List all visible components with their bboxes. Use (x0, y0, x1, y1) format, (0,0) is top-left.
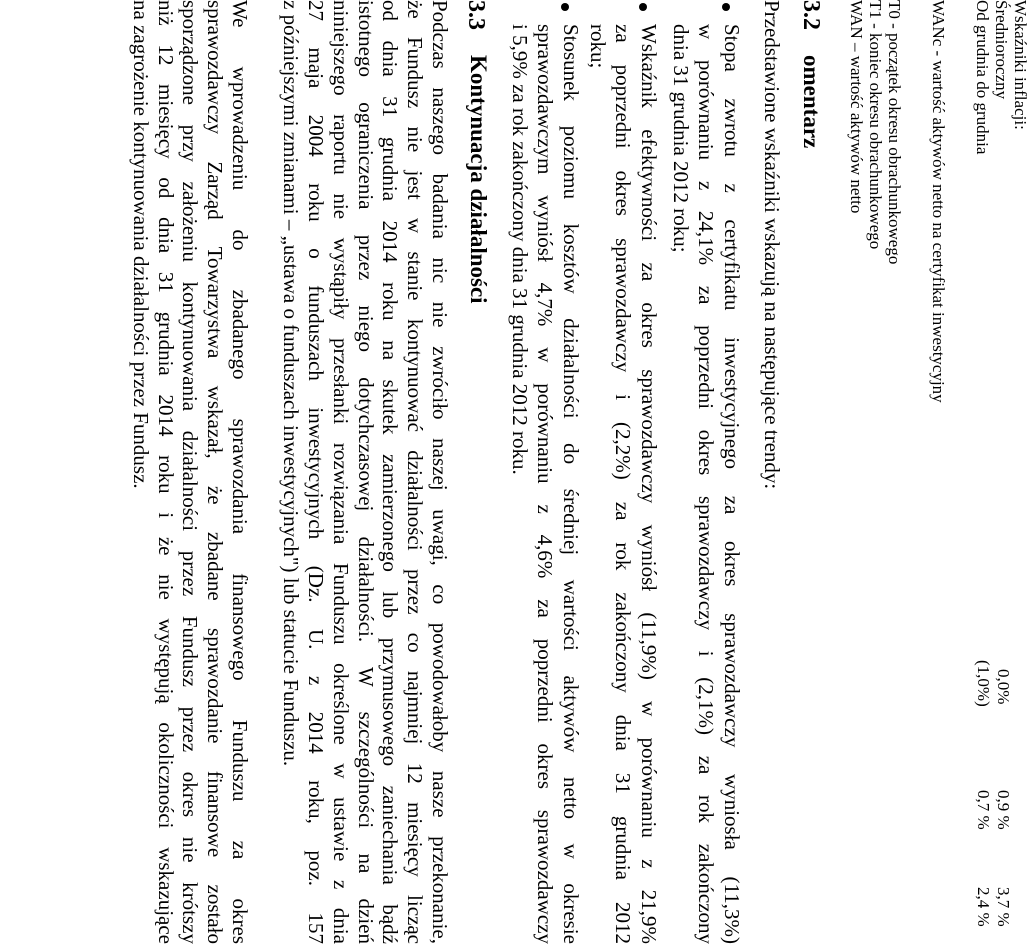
paragraph (128, 0, 252, 944)
inflation-row-label: Średnioroczny (992, 0, 1011, 100)
paragraph (278, 0, 452, 944)
inflation-value: (1,0%) (974, 660, 993, 707)
bullet-item (507, 24, 584, 944)
bullet-line: Wskaźnik efektywności za okres sprawozdawczy wyniósł (11,9%) w porównaniu z 21,9% (637, 24, 661, 944)
paragraph-line: na zagrożenie kontynuowania działalności przez Fundusz. (128, 0, 153, 489)
paragraph-line: sporządzone przy założeniu kontynuowania działalności przez Fundusz przez okres nie krótszy (178, 0, 203, 944)
inflation-value: 2,4 % (974, 887, 993, 927)
inflation-value: 0,0% (994, 669, 1013, 705)
bullet-marker (561, 3, 569, 11)
paragraph-line: Podczas naszego badania nic nie zwróciło naszej uwagi, co powodowałoby nasze przekonanie, (428, 0, 452, 944)
inflation-value: 0,9 % (994, 790, 1013, 830)
bullet-line: sprawozdawczym wyniósł 4,7% w porównaniu z 4,6% za poprzedni okres sprawozdawczy (533, 24, 558, 944)
inflation-row-label: Od grudnia do grudnia (973, 0, 992, 155)
paragraph-line: z późniejszymi zmianami – „ustawa o funduszach inwestycyjnych") lub statucie Funduszu. (279, 0, 304, 767)
bullet-marker (639, 3, 647, 11)
definition-wanc: WANc - wartość aktywów netto na certyfikat inwestycyjny (929, 0, 948, 403)
bullet-line: roku; (586, 24, 610, 69)
paragraph-line: We wprowadzeniu do zbadanego sprawozdania finansowego Funduszu za okres (228, 0, 252, 944)
bullet-item (668, 24, 745, 944)
bullet-line: dnia 31 grudnia 2012 roku; (669, 24, 693, 253)
section-lead: Przedstawione wskaźniki wskazują na następujące trendy: (760, 0, 784, 490)
definition-t0: T0 - początek okresu obrachunkowego (885, 0, 904, 265)
paragraph-line: że Fundusz nie jest w stanie kontynuować działalności przez co najmniej 12 miesięcy licząc (403, 0, 428, 944)
paragraph-line: sprawozdawczy Zarząd Towarzystwa wskazał, że zbadane sprawozdanie finansowe zostało (203, 0, 228, 944)
section-number: 3.3 (463, 0, 489, 30)
definition-t1: T1 - koniec okresu obrachunkowego (866, 0, 885, 250)
bullet-line: w porównaniu z 24,1% za poprzedni okres sprawozdawczy i (2,1%) za rok zakończony (694, 24, 719, 944)
paragraph-line: 27 maja 2004 roku o funduszach inwestycyjnych (Dz. U. z 2014 roku, poz. 157 (304, 0, 329, 944)
paragraph-line: od dnia 31 grudnia 2014 roku na skutek zamierzonego lub przymusowego zaniechania bądź (378, 0, 403, 944)
paragraph-line: niż 12 miesięcy od dnia 31 grudnia 2014 roku i że nie występują okoliczności wskazujące (153, 0, 178, 944)
bullet-line: Stopa zwrotu z certyfikatu inwestycyjnego za okres sprawozdawczy wyniosła (11,3%) (720, 24, 744, 944)
bullet-marker (722, 3, 730, 11)
section-number: 3.2 (798, 0, 824, 30)
definition-wan: WAN – wartość aktywów netto (847, 0, 866, 214)
inflation-value: 0,7 % (974, 790, 993, 830)
inflation-header: Wskaźniki inflacji: (1011, 0, 1030, 130)
section-title: Kontynuacja działalności (466, 55, 491, 304)
bullet-line: za poprzedni okres sprawozdawczy i (2,2%) za rok zakończony dnia 31 grudnia 2012 (611, 24, 636, 944)
bullet-line: Stosunek poziomu kosztów działalności do średniej wartości aktywów netto w okresie (559, 24, 583, 944)
inflation-value: 3,7 % (994, 887, 1013, 927)
paragraph-line: niniejszego raportu nie wystąpiły przesłanki rozwiązania Funduszu określone w ustawie z dnia (328, 0, 353, 944)
bullet-line: i 5,9% za rok zakończony dnia 31 grudnia 2012 roku. (508, 24, 532, 475)
paragraph-line: istotnego ograniczenia przez niego dotychczasowej działalności. W szczególności na dzień (353, 0, 378, 944)
section-title: omentarz (799, 55, 824, 149)
bullet-item (585, 24, 662, 944)
